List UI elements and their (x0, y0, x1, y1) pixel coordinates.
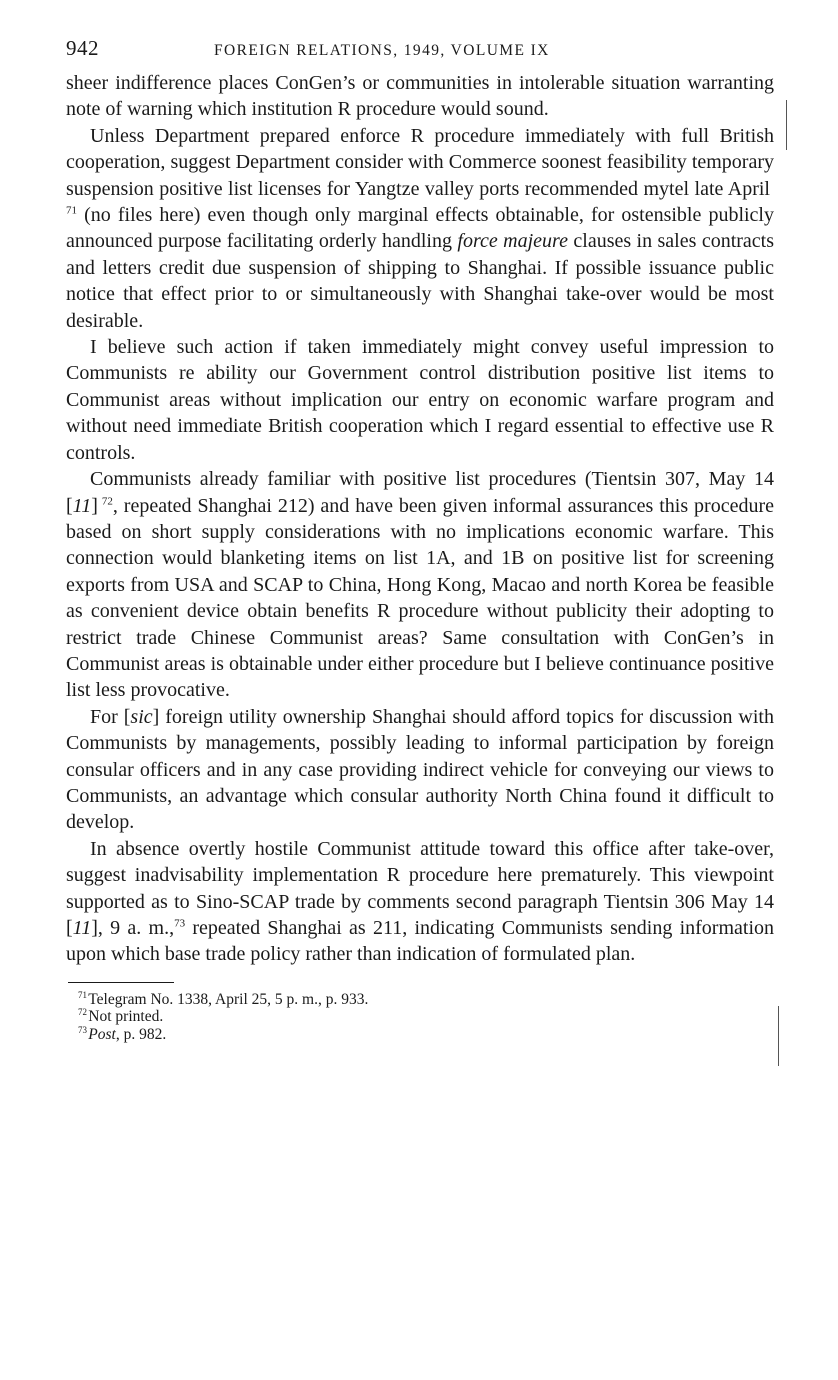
paragraph-3: I believe such action if taken immediately might convey useful impression to Communists re ability our Government control distribution positive list items to Communist areas without implication our entry on economic warfare program and without need immediate British cooperation which I regard essential to effective use R controls. (66, 336, 774, 464)
running-head: FOREIGN RELATIONS, 1949, VOLUME IX (214, 42, 550, 59)
paragraph-5: For [sic] foreign utility ownership Shanghai should afford topics for discussion with Communists by managements, possibly leading to informal participation by foreign consular officers and in any case providing indirect vehicle for conveying our views to Communists, an advantage which consular authority North China found it difficult to develop. (66, 705, 774, 834)
footnote-71: $^{71}$ Telegram No. 1338, April 25, 5 p. m., p. 933. (78, 989, 369, 1008)
body-text (66, 70, 774, 968)
footnote-73: $^{73}$ Post, p. 982. (78, 1024, 167, 1043)
page-number: 942 (66, 36, 99, 60)
margin-mark-lower (778, 1006, 779, 1066)
footnote-72: $^{72}$ Not printed. (78, 1007, 164, 1026)
footnote-ref-72: 72 (101, 494, 113, 507)
margin-mark-top (786, 100, 787, 150)
italic-phrase: force majeure (457, 230, 568, 253)
footnotes (78, 991, 774, 1044)
footnote-ref-71: 71 (66, 204, 77, 217)
paragraph-6: In absence overtly hostile Communist attitude toward this office after take-over, suggest inadvisability implementation R procedure here prematurely. This viewpoint supported as to Sino-SCAP trade by comments second paragraph Tientsin 306 May 14 [11], 9 a. m.,$^{73}$ repeated Shanghai as 211, indicating Communists sending information upon which base trade policy rather than indication of formulated plan. (66, 837, 774, 966)
document-page (66, 36, 774, 1043)
paragraph-2: Unless Department prepared enforce R procedure immediately with full British cooperation, suggest Department consider with Commerce soonest feasibility temporary suspension positive list licenses for Yangtze valley ports recommended mytel late April $^{71}$ (no files here) even though only marginal effects obtainable, for ostensible publicly announced purpose facilitating orderly handling force majeure clauses in sales contracts and letters credit due suspension of shipping to Shanghai. If possible issuance public notice that effect prior to or simultaneously with Shanghai take-over would be most desirable. (66, 124, 774, 332)
footnote-rule (68, 982, 174, 983)
footnote-ref-73: 73 (174, 917, 186, 930)
paragraph-1: sheer indifference places ConGen’s or communities in intolerable situation warranting note of warning which institution R procedure would sound. (66, 72, 774, 121)
paragraph-4: Communists already familiar with positive list procedures (Tientsin 307, May 14 [11] $^{72}$, repeated Shanghai 212) and have been given informal assurances this procedure based on short supply considerations with no implications economic warfare. This connection would blanketing items on list 1A, and 1B on positive list for screening exports from USA and SCAP to China, Hong Kong, Macao and north Korea be feasible as convenient device obtain benefits R procedure without publicity their adopting to restrict trade Chinese Communist areas? Same consultation with ConGen’s in Communist areas is obtainable under either procedure but I believe continuance positive list less provocative. (66, 468, 774, 702)
page-header (66, 36, 774, 70)
